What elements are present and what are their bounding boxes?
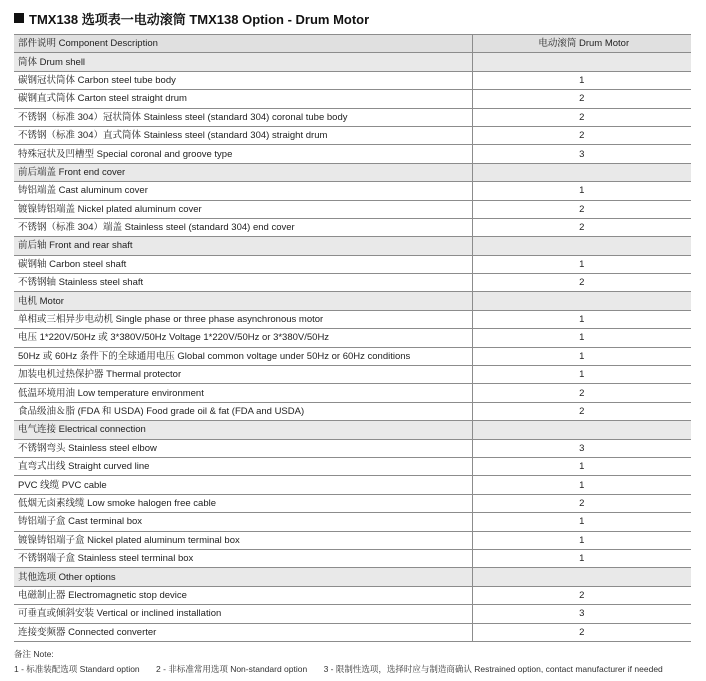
option-level: 2 [472, 126, 691, 144]
header-drum-motor: 电动滚筒 Drum Motor [472, 35, 691, 53]
option-level: 2 [472, 218, 691, 236]
table-row [14, 126, 691, 144]
component-description: 加装电机过热保护器 Thermal protector [14, 366, 472, 384]
component-description: 铸铝端盖 Cast aluminum cover [14, 182, 472, 200]
table-body [14, 53, 691, 642]
component-description: 碳钢直式筒体 Carton steel straight drum [14, 90, 472, 108]
section-row [14, 163, 691, 181]
component-description: 不锈钢（标准 304）直式筒体 Stainless steel (standard 304) straight drum [14, 126, 472, 144]
option-level: 3 [472, 605, 691, 623]
table-row [14, 439, 691, 457]
option-table [14, 34, 691, 642]
section-title: 前后轴 Front and rear shaft [14, 237, 472, 255]
option-level: 2 [472, 274, 691, 292]
option-level [472, 568, 691, 586]
section-row [14, 53, 691, 71]
component-description: 直弯式出线 Straight curved line [14, 457, 472, 475]
note-item-non-standard: 2 - 非标准常用选项 Non-standard option [156, 664, 308, 674]
table-row [14, 329, 691, 347]
table-row [14, 384, 691, 402]
option-level: 1 [472, 329, 691, 347]
option-level: 3 [472, 145, 691, 163]
note-item-standard: 1 - 标准装配选项 Standard option [14, 664, 140, 674]
table-row [14, 457, 691, 475]
table-row [14, 90, 691, 108]
notes-label: 备注 Note: [14, 649, 54, 659]
section-row [14, 237, 691, 255]
table-row [14, 255, 691, 273]
component-description: 不锈钢（标准 304）冠状筒体 Stainless steel (standard 304) coronal tube body [14, 108, 472, 126]
table-row [14, 549, 691, 567]
table-row [14, 200, 691, 218]
option-level: 2 [472, 494, 691, 512]
option-level: 2 [472, 90, 691, 108]
table-row [14, 605, 691, 623]
header-component-description: 部件说明 Component Description [14, 35, 472, 53]
option-level [472, 421, 691, 439]
section-row [14, 292, 691, 310]
component-description: 50Hz 或 60Hz 条件下的全球通用电压 Global common voltage under 50Hz or 60Hz conditions [14, 347, 472, 365]
component-description: 不锈钢（标准 304）端盖 Stainless steel (standard 304) end cover [14, 218, 472, 236]
component-description: 镀镍铸铝端子盒 Nickel plated aluminum terminal box [14, 531, 472, 549]
table-row [14, 366, 691, 384]
option-level: 1 [472, 182, 691, 200]
option-level [472, 292, 691, 310]
table-row [14, 402, 691, 420]
table-row [14, 274, 691, 292]
option-level: 1 [472, 531, 691, 549]
option-level: 2 [472, 200, 691, 218]
component-description: 电磁制止器 Electromagnetic stop device [14, 586, 472, 604]
option-level: 1 [472, 71, 691, 89]
option-level: 1 [472, 513, 691, 531]
option-level: 2 [472, 623, 691, 641]
option-level: 1 [472, 366, 691, 384]
title-bullet-square [14, 13, 24, 23]
note-item-restrained: 3 - 限制性选项，选择时应与制造商确认 Restrained option, contact manufacturer if needed [323, 664, 663, 674]
table-header-row [14, 35, 691, 53]
table-row [14, 145, 691, 163]
component-description: 碳钢轴 Carbon steel shaft [14, 255, 472, 273]
section-title: 电气连接 Electrical connection [14, 421, 472, 439]
component-description: 碳钢冠状筒体 Carbon steel tube body [14, 71, 472, 89]
component-description: 可垂直或倾斜安装 Vertical or inclined installation [14, 605, 472, 623]
option-level [472, 53, 691, 71]
option-level: 2 [472, 586, 691, 604]
component-description: 低温环境用油 Low temperature environment [14, 384, 472, 402]
page-title-text: TMX138 选项表一电动滚筒 TMX138 Option - Drum Motor [29, 11, 370, 27]
option-level: 2 [472, 384, 691, 402]
component-description: 连接变频器 Connected converter [14, 623, 472, 641]
section-title: 电机 Motor [14, 292, 472, 310]
table-row [14, 182, 691, 200]
section-row [14, 568, 691, 586]
component-description: PVC 线缆 PVC cable [14, 476, 472, 494]
section-title: 前后端盖 Front end cover [14, 163, 472, 181]
option-level: 1 [472, 255, 691, 273]
table-row [14, 513, 691, 531]
option-level: 1 [472, 310, 691, 328]
table-row [14, 494, 691, 512]
table-row [14, 218, 691, 236]
component-description: 镀镍铸铝端盖 Nickel plated aluminum cover [14, 200, 472, 218]
table-row [14, 71, 691, 89]
component-description: 不锈钢端子盒 Stainless steel terminal box [14, 549, 472, 567]
option-level: 1 [472, 476, 691, 494]
table-row [14, 310, 691, 328]
page-title [14, 7, 369, 29]
component-description: 低烟无卤素线缆 Low smoke halogen free cable [14, 494, 472, 512]
component-description: 不锈钢弯头 Stainless steel elbow [14, 439, 472, 457]
option-level [472, 163, 691, 181]
table-row [14, 108, 691, 126]
component-description: 单相或三相异步电动机 Single phase or three phase asynchronous motor [14, 310, 472, 328]
option-level: 3 [472, 439, 691, 457]
section-row [14, 421, 691, 439]
option-level: 1 [472, 549, 691, 567]
component-description: 电压 1*220V/50Hz 或 3*380V/50Hz Voltage 1*220V/50Hz or 3*380V/50Hz [14, 329, 472, 347]
component-description: 不锈钢轴 Stainless steel shaft [14, 274, 472, 292]
section-title: 筒体 Drum shell [14, 53, 472, 71]
table-row [14, 586, 691, 604]
option-level: 2 [472, 402, 691, 420]
table-row [14, 476, 691, 494]
table-row [14, 347, 691, 365]
table-row [14, 623, 691, 641]
option-level [472, 237, 691, 255]
component-description: 食品级油＆脂 (FDA 和 USDA) Food grade oil & fat (FDA and USDA) [14, 402, 472, 420]
option-level: 2 [472, 108, 691, 126]
option-level: 1 [472, 347, 691, 365]
notes [14, 648, 677, 675]
table-row [14, 531, 691, 549]
option-level: 1 [472, 457, 691, 475]
notes-items [14, 663, 677, 675]
section-title: 其他选项 Other options [14, 568, 472, 586]
component-description: 特殊冠状及凹槽型 Special coronal and groove type [14, 145, 472, 163]
component-description: 铸铝端子盒 Cast terminal box [14, 513, 472, 531]
